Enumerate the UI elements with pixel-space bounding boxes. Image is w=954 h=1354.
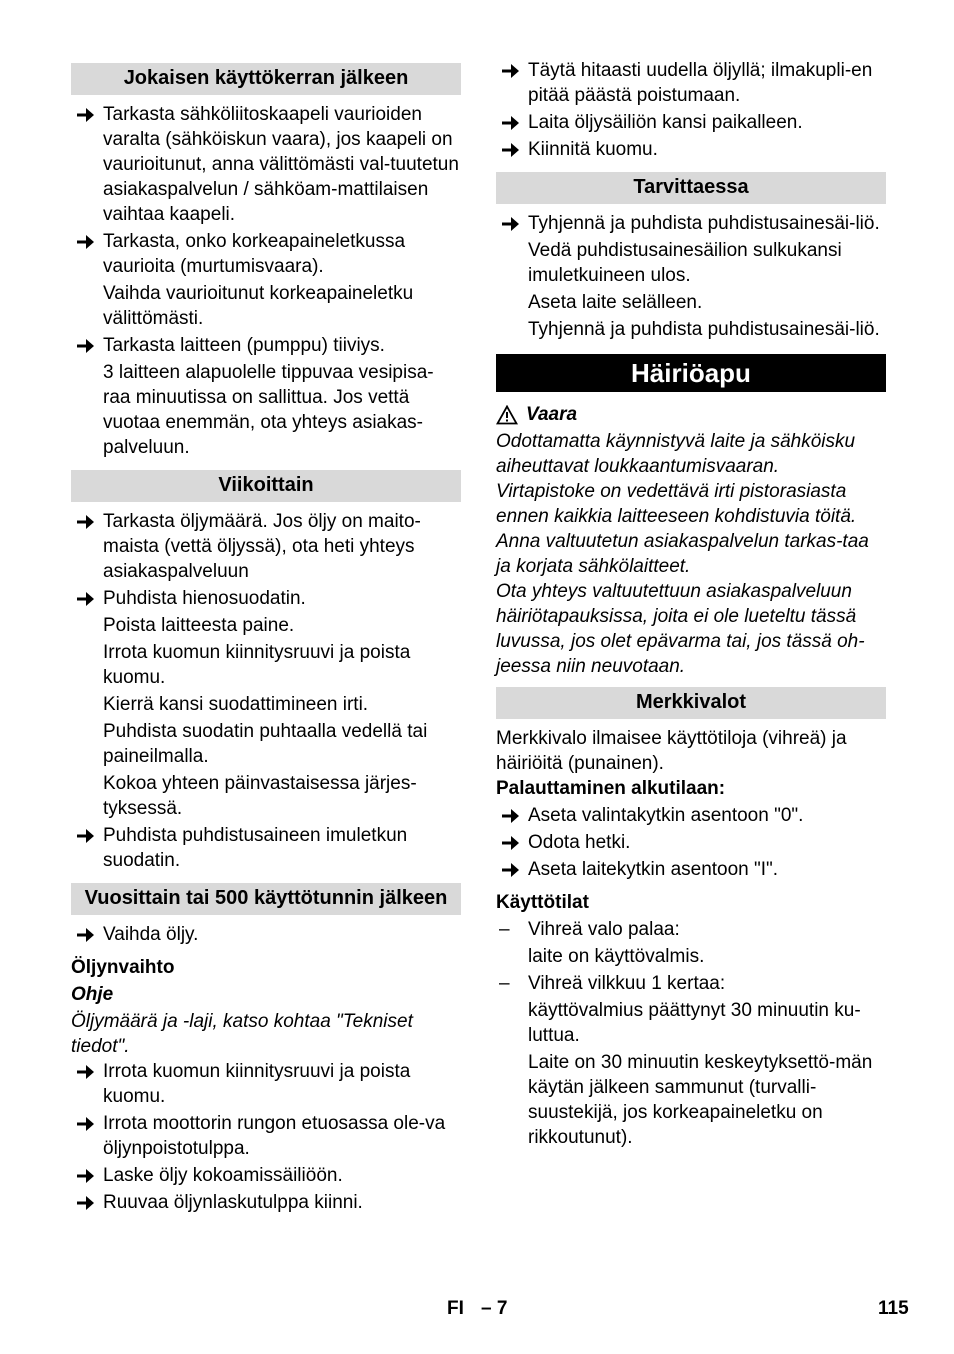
list-subtext: Tyhjennä ja puhdista puhdistusainesäi-liö. [528,319,880,340]
arrow-icon [75,1166,95,1186]
list-item: Tyhjennä ja puhdista puhdistusainesäi-liö. [496,211,886,236]
list-item: Tarkasta sähköliitoskaapeli vaurioiden varalta (sähköiskun vaara), jos kaapeli on vaurioitunut, anna välittömästi val-tuutetun asiakaspalvelun / sähköam-mattilaisen vaihtaa kaapeli. [71,102,461,227]
arrow-icon [500,140,520,160]
list-subtext: Poista laitteesta paine. [103,615,295,636]
list-item: Aseta valintakytkin asentoon "0". [496,803,886,828]
list-item: Irrota moottorin rungon etuosassa ole-va öljynpoistotulppa. [71,1111,461,1161]
list-item: – Vihreä vilkkuu 1 kertaa: [499,973,726,994]
paragraph: Merkkivalo ilmaisee käyttötiloja (vihreä) ja häiriöitä (punainen). [496,728,847,774]
arrow-icon [75,232,95,252]
subheading: Öljynvaihto [71,957,175,978]
arrow-icon [500,833,520,853]
list-item: Vaihda öljy. [71,922,461,947]
arrow-icon [500,214,520,234]
list-item: Odota hetki. [496,830,886,855]
list-item: Tarkasta, onko korkeapaineletkussa vaurioita (murtumisvaara). [71,229,461,279]
arrow-icon [75,512,95,532]
list-item: Puhdista hienosuodatin. [71,586,461,611]
list-subtext: Aseta laite selälleen. [528,292,703,313]
warning-label: Vaara [496,402,886,427]
left-column [71,63,461,1217]
warning-text: Virtapistoke on vedettävä irti pistorasiasta ennen kaikkia laitteeseen kohdistuvia töitä. [496,481,857,527]
section-heading: Viikoittain [71,470,461,502]
dash-bullet: – [499,919,510,940]
note-label: Ohje [71,984,114,1005]
arrow-icon [500,61,520,81]
subheading: Käyttötilat [496,892,589,913]
list-subtext: laite on käyttövalmis. [528,946,705,967]
list-item: Kiinnitä kuomu. [496,137,886,162]
arrow-icon [75,105,95,125]
chapter-heading: Häiriöapu [496,354,886,392]
list-item: Ruuvaa öljynlaskutulppa kiinni. [71,1190,461,1215]
list-subtext: Kokoa yhteen päinvastaisessa järjes-tyksessä. [103,773,417,819]
list-item: Tarkasta öljymäärä. Jos öljy on maito-maista (vettä öljyssä), ota heti yhteys asiakaspalveluun [71,509,461,584]
list-subtext: Vedä puhdistusainesäilion sulkukansi imuletkuineen ulos. [528,240,842,286]
section-heading: Vuosittain tai 500 käyttötunnin jälkeen [71,883,461,915]
list-item: Laske öljy kokoamissäiliöön. [71,1163,461,1188]
dash-bullet: – [499,973,510,994]
list-subtext: käyttövalmius päättynyt 30 minuutin ku-luttua. [528,1000,861,1046]
warning-text: Odottamatta käynnistyvä laite ja sähköisku aiheuttavat loukkaantumisvaaran. [496,431,856,477]
subheading: Palauttaminen alkutilaan: [496,778,726,799]
arrow-icon [75,925,95,945]
warning-text: Ota yhteys valtuutettuun asiakaspalveluun häiriötapauksissa, joita ei ole lueteltu tässä luvussa, jos olet epävarma tai, jos tässä oh-jeessa niin neuvotaan. [496,581,865,677]
arrow-icon [500,860,520,880]
list-item: Aseta laitekytkin asentoon "I". [496,857,886,882]
list-subtext: Puhdista suodatin puhtaalla vedellä tai paineilmalla. [103,721,428,767]
section-heading: Tarvittaessa [496,172,886,204]
arrow-icon [500,806,520,826]
section-heading: Merkkivalot [496,687,886,719]
list-item: Tarkasta laitteen (pumppu) tiiviys. [71,333,461,358]
warning-text: Anna valtuutetun asiakaspalvelun tarkas-taa ja korjata sähkölaitteet. [496,531,869,577]
arrow-icon [75,1114,95,1134]
arrow-icon [75,826,95,846]
arrow-icon [75,1062,95,1082]
list-item: – Vihreä valo palaa: [499,919,680,940]
list-subtext: Irrota kuomun kiinnitysruuvi ja poista kuomu. [103,642,411,688]
arrow-icon [500,113,520,133]
list-subtext: Vaihda vaurioitunut korkeapaineletku välittömästi. [103,283,414,329]
arrow-icon [75,589,95,609]
arrow-icon [75,336,95,356]
list-subtext: Kierrä kansi suodattimineen irti. [103,694,369,715]
section-heading: Jokaisen käyttökerran jälkeen [71,63,461,95]
right-column [496,58,886,1152]
note-text: Öljymäärä ja -laji, katso kohtaa "Tekniset tiedot". [71,1011,413,1057]
footer-language: FI [447,1298,464,1319]
warning-triangle-icon [496,405,518,425]
arrow-icon [75,1193,95,1213]
list-item: Laita öljysäiliön kansi paikalleen. [496,110,886,135]
footer-section-page: – 7 [481,1298,508,1319]
list-item: Irrota kuomun kiinnitysruuvi ja poista kuomu. [71,1059,461,1109]
list-subtext: Laite on 30 minuutin keskeytyksettö-män käytän jälkeen sammunut (turvalli-suustekijä, jos korkeapaineletku on rikkoutunut). [528,1052,873,1148]
list-item: Täytä hitaasti uudella öljyllä; ilmakupli-en pitää päästä poistumaan. [496,58,886,108]
list-subtext: 3 laitteen alapuolelle tippuvaa vesipisa-raa minuutissa on sallittua. Jos vettä vuotaa enemmän, ota yhteys asiakas-palveluun. [103,362,434,458]
list-item: Puhdista puhdistusaineen imuletkun suodatin. [71,823,461,873]
footer-page-number: 115 [878,1298,909,1319]
